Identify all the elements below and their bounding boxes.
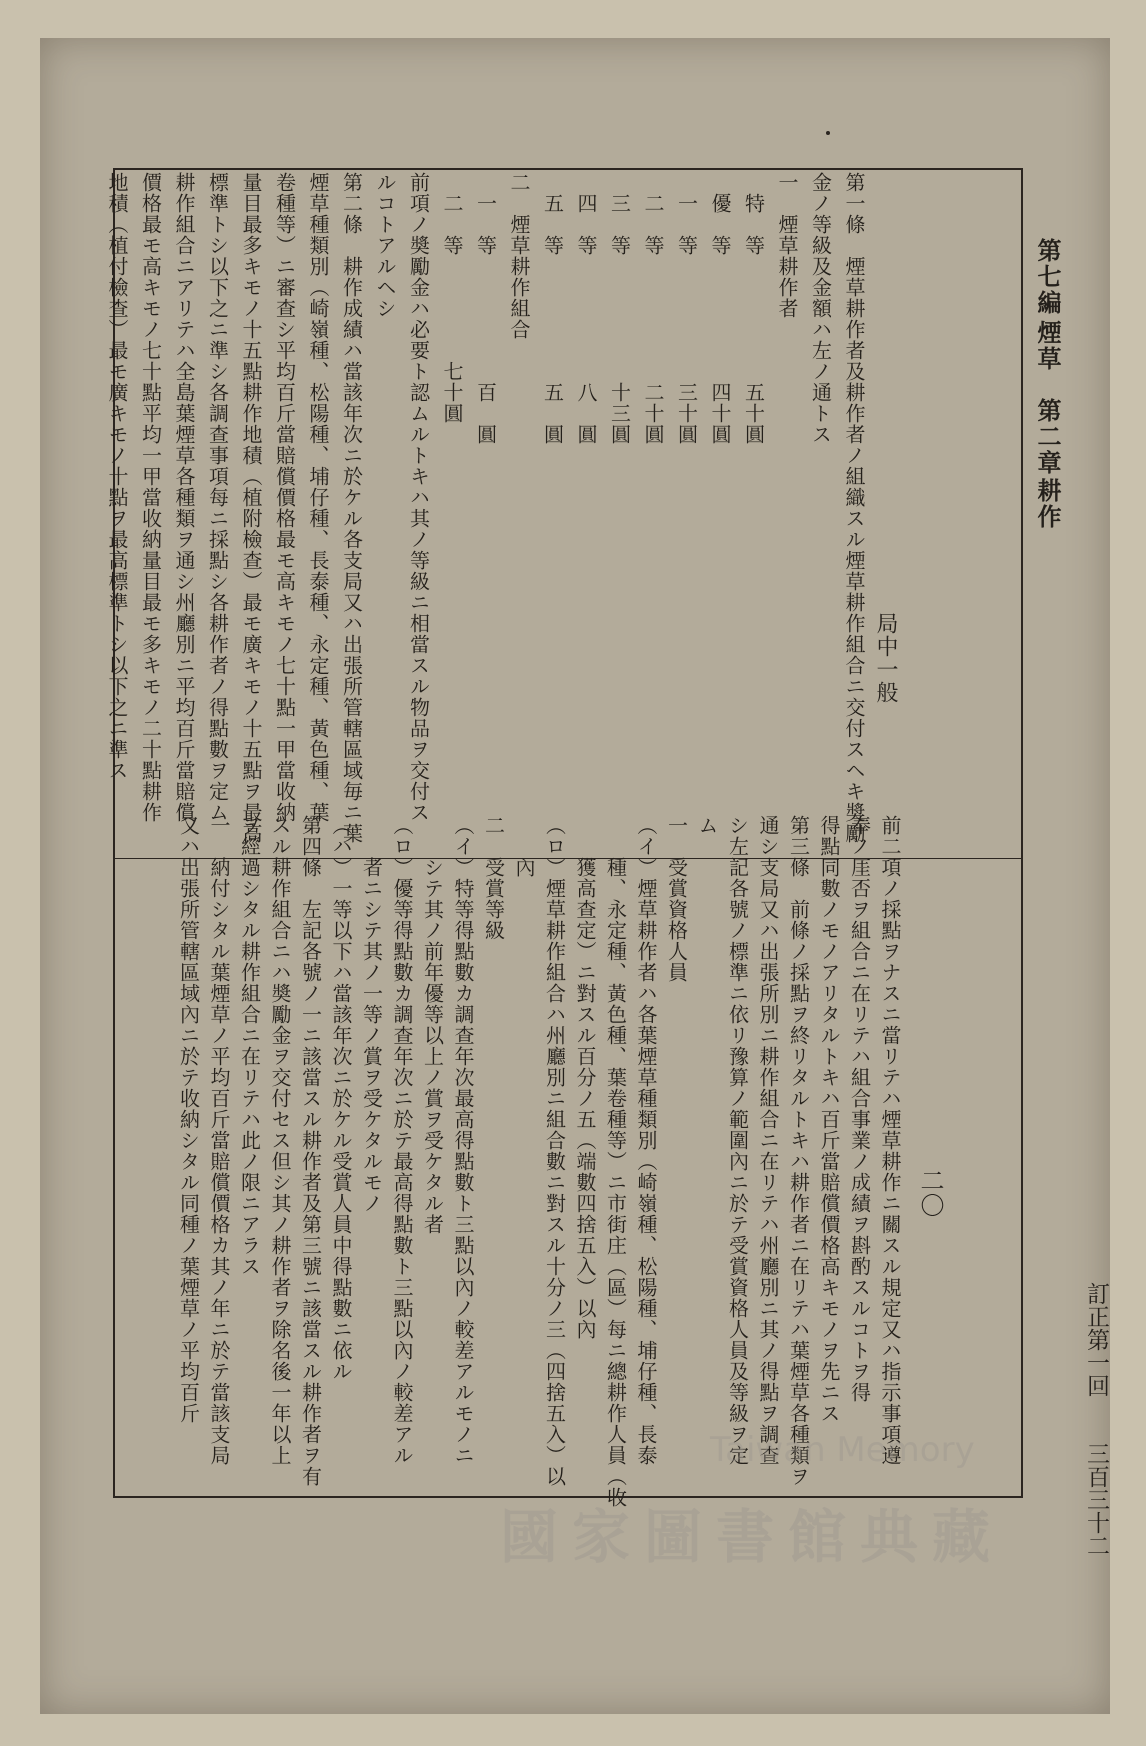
upper-column: 卷種等）ニ審查シ平均百斤當賠償價格最モ高キモノ七十點一甲當收納	[272, 172, 297, 823]
upper-column: 二 煙草耕作組合	[507, 172, 531, 340]
chapter-label: 第二章	[1033, 398, 1062, 476]
upper-column: 一 等 三十圓	[674, 172, 699, 445]
lower-column: （イ）煙草耕作者ハ各葉煙草種類別（崎嶺種、松陽種、埔仔種、長泰	[634, 815, 658, 1466]
library-watermark	[460, 1240, 1020, 1571]
upper-column: 優 等 四十圓	[708, 172, 732, 445]
upper-column: 三 等 十三圓	[607, 172, 632, 445]
upper-column: 第一條 煙草耕作者及耕作者ノ組織スル煙草耕作組合ニ交付スヘキ奬勵	[842, 172, 866, 844]
upper-column: 耕作組合ニアリテハ全島葉煙草各種類ヲ通シ州廳別ニ平均百斤當賠償	[172, 172, 196, 823]
upper-column: 二 等 二十圓	[641, 172, 665, 445]
lower-column: 奉ノ厓否ヲ組合ニ在リテハ組合事業ノ成績ヲ斟酌スルコトヲ得	[847, 815, 872, 1403]
upper-column: 一 煙草耕作者	[775, 172, 799, 319]
lower-column: 二 受賞等級	[481, 815, 506, 941]
upper-column: 前項ノ奬勵金ハ必要ト認ムルトキハ其ノ等級ニ相當スル物品ヲ交付ス	[406, 172, 431, 823]
lower-column: ヲ經過シタル耕作組合ニ在リテハ此ノ限ニアラス	[237, 815, 262, 1277]
upper-column: 一 等 百 圓	[473, 172, 498, 445]
lower-column: 又ハ出張所管轄區域內ニ於テ收納シタル同種ノ葉煙草ノ平均百斤	[176, 815, 201, 1424]
footer-page: 三百三十二	[1083, 1442, 1109, 1557]
upper-column: 量目最多キモノ十五點耕作地積（植附檢查）最モ廣キモノ十五點ヲ最高	[239, 172, 263, 844]
lower-column: 一 納付シタル葉煙草ノ平均百斤當賠償價格カ其ノ年ニ於テ當該支局	[207, 815, 231, 1466]
lower-column: 前二項ノ採點ヲナスニ當リテハ煙草耕作ニ關スル規定又ハ指示事項遵	[878, 815, 902, 1466]
upper-column: ルコトアルヘシ	[373, 172, 397, 319]
lower-column: スル耕作組合ニハ奬勵金ヲ交付セス但シ其ノ耕作者ヲ除名後一年以上	[268, 815, 292, 1466]
lower-column: 一 受賞資格人員	[664, 815, 689, 983]
lower-column: （イ）特等得點數カ調查年次最高得點數ト三點以內ノ較差アルモノニ	[451, 815, 475, 1466]
lower-column: 獲高查定）ニ對スル百分ノ五（端數四捨五入）以內	[573, 815, 597, 1340]
upper-column: 四 等 八 圓	[574, 172, 598, 445]
lower-column: シテ其ノ前年優等以上ノ賞ヲ受ケタル者	[420, 815, 445, 1235]
revision-note: 訂正第一回	[1083, 1282, 1109, 1397]
lower-column: ム	[695, 815, 719, 836]
lower-column: （ハ）一等以下ハ當該年次ニ於ケル受賞人員中得點數ニ依ル	[329, 815, 353, 1382]
page-number: 二〇	[916, 1168, 944, 1218]
upper-column: 地積（植付檢查）最モ廣キモノ十點ヲ最高標準トシ以下之ニ準ス	[105, 172, 129, 781]
lower-column: 內	[512, 815, 536, 878]
subject-label: 煙草	[1033, 320, 1062, 372]
bureau-note: 局中一般	[873, 612, 898, 704]
upper-column: 價格最モ高キモノ七十點平均一甲當收納量目最モ多キモノ二十點耕作	[138, 172, 163, 823]
upper-column: 特 等 五十圓	[741, 172, 766, 445]
lower-column: （ロ）優等得點數カ調查年次ニ於テ最高得點數ト三點以內ノ較差アル	[390, 815, 414, 1466]
lower-column: 通シ支局又ハ出張所別ニ耕作組合ニ在リテハ州廳別ニ其ノ得點ヲ調查	[756, 815, 780, 1466]
lower-column: 得點同數ノモノアリタルトキハ百斤當賠償價格高キモノヲ先ニス	[817, 815, 841, 1424]
lower-column: 者ニシテ其ノ一等ノ賞ヲ受ケタルモノ	[359, 815, 384, 1214]
section-label: 耕作	[1033, 478, 1062, 530]
watermark-english: Taiwan Memory	[710, 1430, 975, 1470]
upper-column: 煙草種類別（崎嶺種、松陽種、埔仔種、長泰種、永定種、黃色種、葉	[306, 172, 330, 823]
lower-column: 種、永定種、黃色種、葉卷種等）ニ市街庄（區）每ニ總耕作人員（收	[603, 815, 628, 1508]
upper-column: 五 等 五 圓	[540, 172, 565, 445]
lower-column: 第四條 左記各號ノ一ニ該當スル耕作者及第三號ニ該當スル耕作者ヲ有	[298, 815, 323, 1487]
upper-column: 第二條 耕作成績ハ當該年次ニ於ケル各支局又ハ出張所管轄區域毎ニ葉	[339, 172, 364, 844]
upper-column: 金ノ等級及金額ハ左ノ通トス	[808, 172, 833, 445]
upper-column: 標準トシ以下之ニ準シ各調查事項每ニ採點シ各耕作者ノ得點數ヲ定ム	[205, 172, 230, 823]
watermark-library: 國家圖書館典藏	[500, 1503, 1005, 1571]
volume-label: 第七編	[1033, 238, 1062, 316]
upper-column: 二 等 七十圓	[440, 172, 464, 424]
ink-dot	[826, 131, 830, 135]
lower-column: 第三條 前條ノ採點ヲ終リタルトキハ耕作者ニ在リテハ葉煙草各種類ヲ	[786, 815, 811, 1487]
lower-column: シ左記各號ノ標準ニ依リ豫算ノ範圍內ニ於テ受賞資格人員及等級ヲ定	[725, 815, 750, 1466]
lower-column: （ロ）煙草耕作組合ハ州廳別ニ組合數ニ對スル十分ノ三（四捨五入）以	[542, 815, 567, 1487]
